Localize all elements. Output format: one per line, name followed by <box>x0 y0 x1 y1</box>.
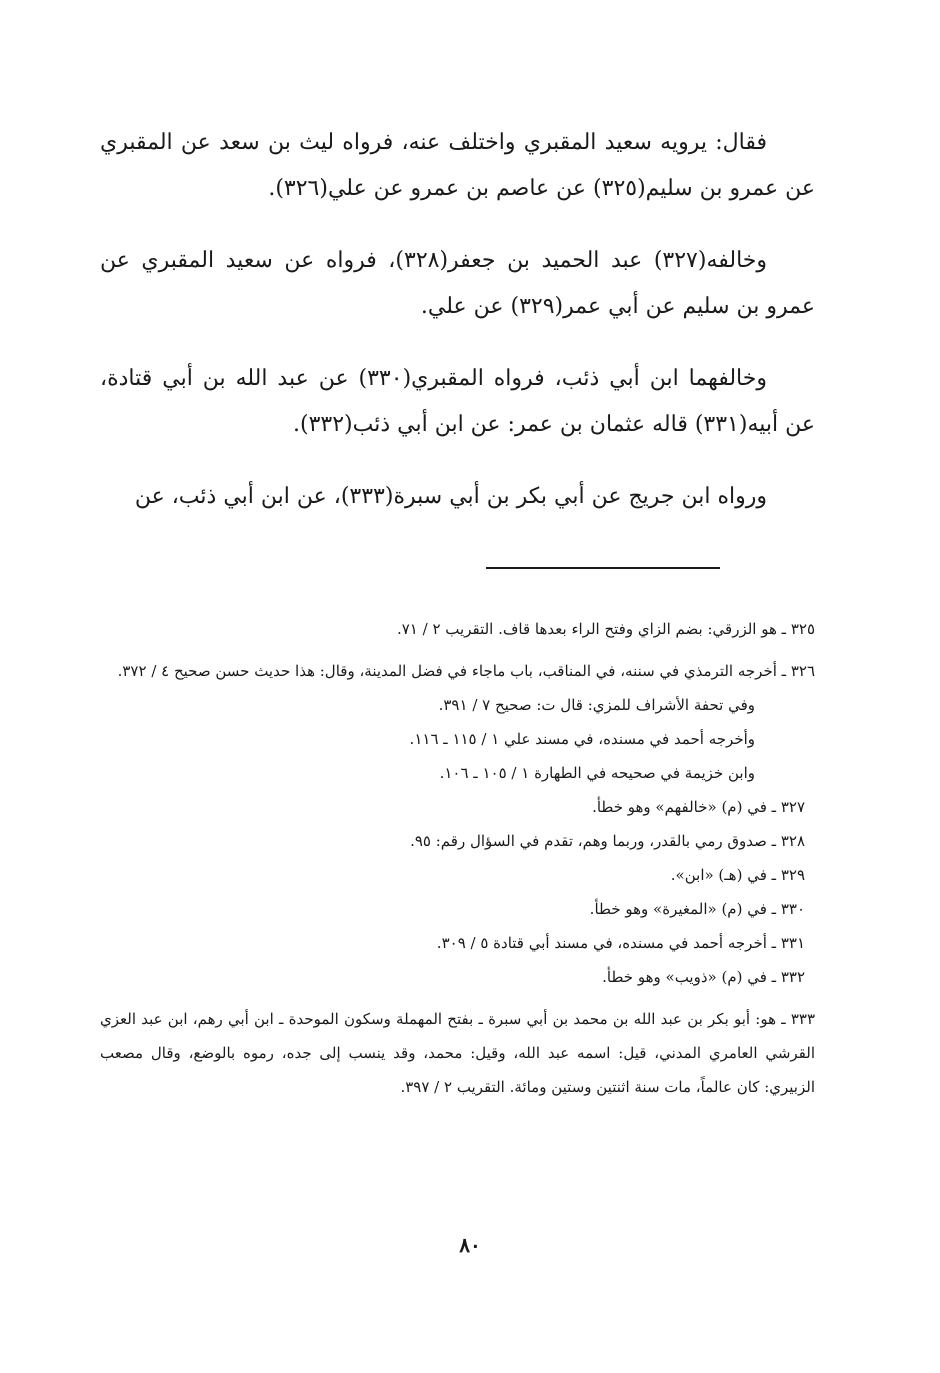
main-paragraph: وخالفهما ابن أبي ذئب، فرواه المقبري(٣٣٠) عن عبد الله بن أبي قتادة، عن أبيه(٣٣١) قاله عثمان بن عمر: عن ابن أبي ذئب(٣٣٢). <box>100 366 815 437</box>
footnote-329: ٣٢٩ ـ في (هـ) «ابن». <box>670 866 805 884</box>
footnote-325: ٣٢٥ ـ هو الزرقي: بضم الزاي وفتح الراء بعدها قاف. التقريب ٢ / ٧١. <box>396 620 815 638</box>
footnote-328: ٣٢٨ ـ صدوق رمي بالقدر، وربما وهم، تقدم في السؤال رقم: ٩٥. <box>410 832 805 850</box>
main-text-body <box>100 120 815 520</box>
footnote-326: ٣٢٦ ـ أخرجه الترمذي في سننه، في المناقب، باب ماجاء في فضل المدينة، وقال: هذا حديث حسن صحيح ٤ / ٣٧٢. <box>117 662 815 680</box>
main-paragraph: ورواه ابن جريج عن أبي بكر بن أبي سبرة(٣٣٣)، عن ابن أبي ذئب، عن <box>134 484 767 509</box>
footnote-330: ٣٣٠ ـ في (م) «المغيرة» وهو خطأ. <box>589 900 805 918</box>
footnote-326-tuhfa: وفي تحفة الأشراف للمزي: قال ت: صحيح ٧ / ٣٩١. <box>438 696 755 714</box>
footnote-326-khuzayma: وابن خزيمة في صحيحه في الطهارة ١ / ١٠٥ ـ ١٠٦. <box>439 764 755 782</box>
footnote-331: ٣٣١ ـ أخرجه أحمد في مسنده، في مسند أبي قتادة ٥ / ٣٠٩. <box>436 934 805 952</box>
footnote-332: ٣٣٢ ـ في (م) «ذويب» وهو خطأ. <box>602 968 805 986</box>
footnote-separator <box>486 567 720 569</box>
page-number: ٨٠ <box>459 1233 481 1257</box>
main-paragraph: فقال: يرويه سعيد المقبري واختلف عنه، فرواه ليث بن سعد عن المقبري عن عمرو بن سليم(٣٢٥) عن عاصم بن عمرو عن علي(٣٢٦). <box>100 130 815 201</box>
footnote-333: ٣٣٣ ـ هو: أبو بكر بن عبد الله بن محمد بن أبي سبرة ـ بفتح المهملة وسكون الموحدة ـ ابن أبي رهم، ابن عبد العزي القرشي العامري المدني، قيل: اسمه عبد الله، وقيل: محمد، وقد ينسب إلى جده، رموه بالوضع، وقال مصعب الزبيري: كان عالماً، مات سنة اثنتين وستين ومائة. التقريب ٢ / ٣٩٧. <box>100 1010 815 1096</box>
main-paragraph: وخالفه(٣٢٧) عبد الحميد بن جعفر(٣٢٨)، فرواه عن سعيد المقبري عن عمرو بن سليم عن أبي عمر(٣٢٩) عن علي. <box>100 248 815 319</box>
footnotes-section <box>100 612 815 1104</box>
footnote-326-ahmad: وأخرجه أحمد في مسنده، في مسند علي ١ / ١١٥ ـ ١١٦. <box>409 730 755 748</box>
footnote-327: ٣٢٧ ـ في (م) «خالفهم» وهو خطأ. <box>592 798 805 816</box>
